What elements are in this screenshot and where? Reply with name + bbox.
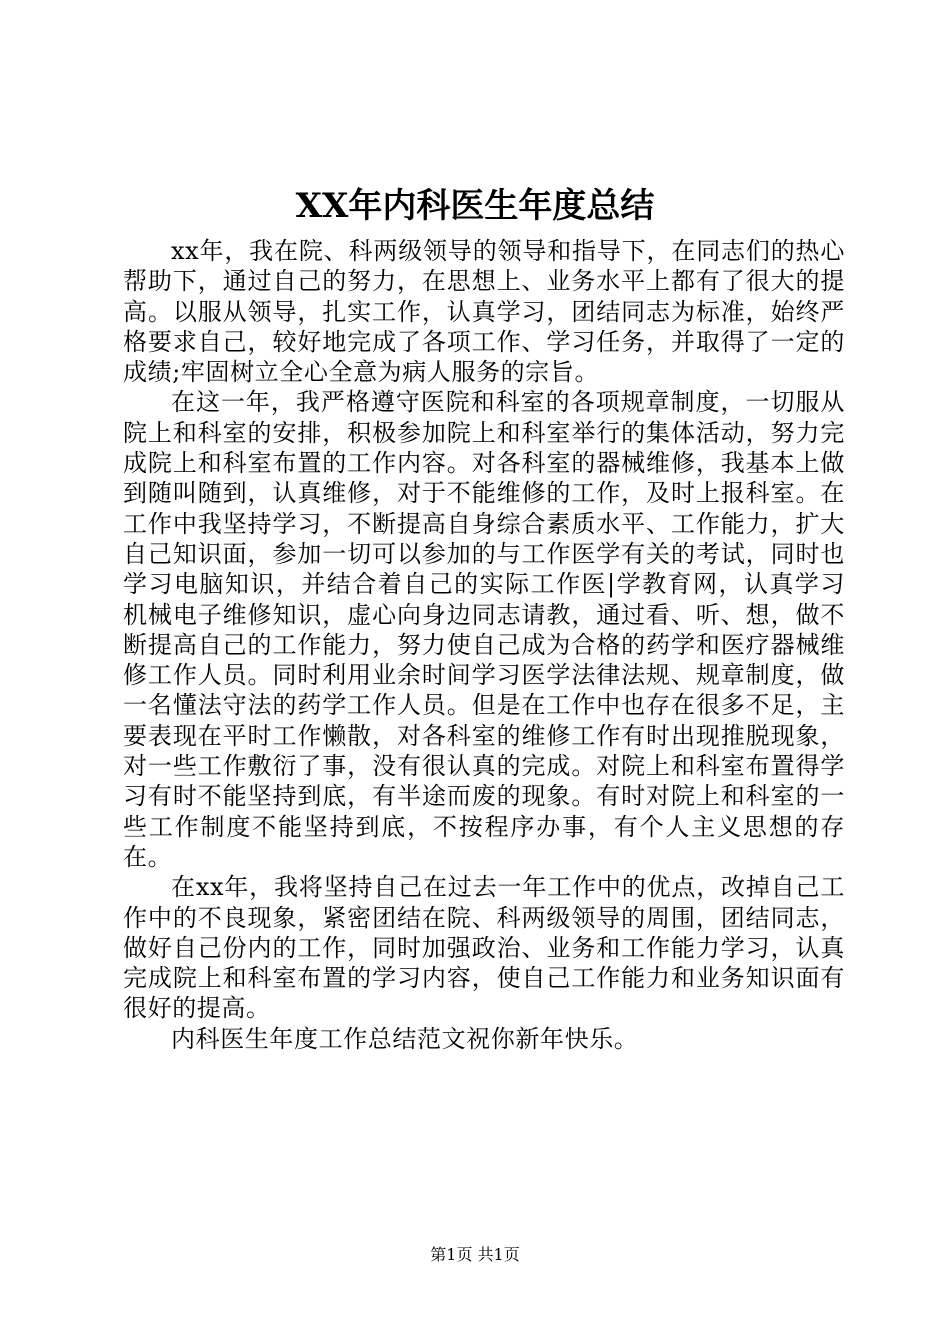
paragraph-1: xx年，我在院、科两级领导的领导和指导下，在同志们的热心帮助下，通过自己的努力，在思想上、业务水平上都有了很大的提高。以服从领导，扎实工作，认真学习，团结同志为标准，始终严格要求自己，较好地完成了各项工作、学习任务，并取得了一定的成绩;牢固树立全心全意为病人服务的宗旨。: [123, 237, 845, 387]
page-footer: 第1页 共1页: [430, 1245, 520, 1264]
paragraph-3: 在xx年，我将坚持自己在过去一年工作中的优点，改掉自己工作中的不良现象，紧密团结在院、科两级领导的周围，团结同志，做好自己份内的工作，同时加强政治、业务和工作能力学习，认真完成院上和科室布置的学习内容，使自己工作能力和业务知识面有很好的提高。: [123, 873, 845, 1023]
paragraph-2: 在这一年，我严格遵守医院和科室的各项规章制度，一切服从院上和科室的安排，积极参加院上和科室举行的集体活动，努力完成院上和科室布置的工作内容。对各科室的器械维修，我基本上做到随叫随到，认真维修，对于不能维修的工作，及时上报科室。在工作中我坚持学习，不断提高自身综合素质水平、工作能力，扩大自己知识面，参加一切可以参加的与工作医学有关的考试，同时也学习电脑知识，并结合着自己的实际工作医|学教育网，认真学习机械电子维修知识，虚心向身边同志请教，通过看、听、想，做不断提高自己的工作能力，努力使自己成为合格的药学和医疗器械维修工作人员。同时利用业余时间学习医学法律法规、规章制度，做一名懂法守法的药学工作人员。但是在工作中也存在很多不足，主要表现在平时工作懒散，对各科室的维修工作有时出现推脱现象，对一些工作敷衍了事，没有很认真的完成。对院上和科室布置得学习有时不能坚持到底，有半途而废的现象。有时对院上和科室的一些工作制度不能坚持到底，不按程序办事，有个人主义思想的存在。: [123, 388, 845, 871]
paragraph-4: 内科医生年度工作总结范文祝你新年快乐。: [171, 1024, 639, 1053]
document-body: [123, 236, 845, 1054]
document-title: XX年内科医生年度总结: [295, 186, 655, 226]
